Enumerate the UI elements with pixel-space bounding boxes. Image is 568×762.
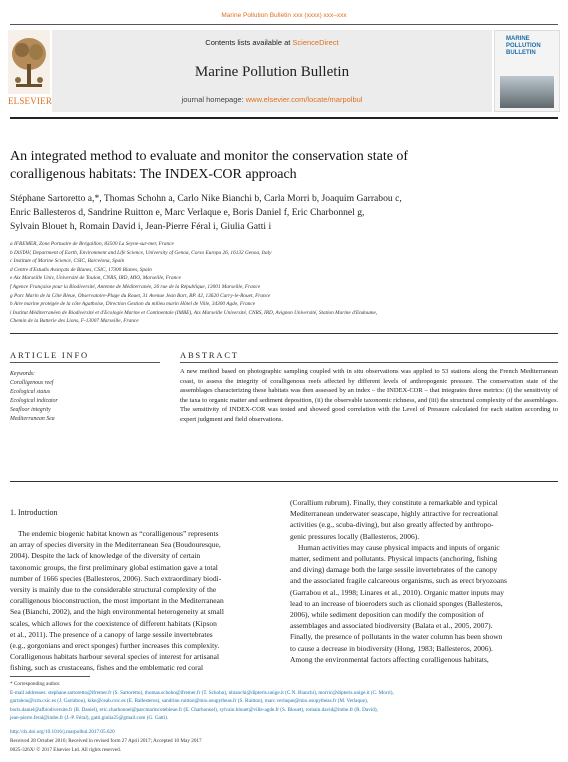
authors-line-2[interactable]: Enric Ballesteros d, Sandrine Ruitton e, Marc Verlaque e, Boris Daniel f, Eric Charbonnel g,	[10, 207, 365, 218]
body-line: number of 1666 species (Ballesteros, 2006). Such extraordinary biodi-	[10, 573, 222, 583]
affiliation-item: c Institute of Marine Science, CSIC, Barcelona, Spain	[10, 258, 125, 265]
body-line: scales, which allows for the coexistence of different habitats (Kipson	[10, 618, 217, 628]
abstract-heading: ABSTRACT	[180, 350, 239, 360]
publisher-wordmark: ELSEVIER	[7, 96, 53, 106]
received-dates: Received 28 October 2016; Received in revised form 27 April 2017; Accepted 10 May 2017	[10, 738, 202, 744]
body-line: (e.g., gorgonians and erect sponges) further increases this complexity.	[10, 641, 220, 651]
abstract-rule	[180, 362, 558, 363]
body-line: an array of species diversity in the Mediterranean Sea (Boudouresque,	[10, 540, 221, 550]
keyword-item: Ecological indicator	[10, 398, 58, 404]
body-line: coralligenous bioconstruction, the most important in the Mediterranean	[10, 596, 224, 606]
body-line: taxonomic groups, the first preliminary global estimation gave a total	[10, 562, 218, 572]
body-line: versity is mainly due to the considerable structural complexity of the	[10, 585, 217, 595]
body-line: The endemic biogenic habitat known as “coralligenous” represents	[18, 529, 219, 538]
banner-rule	[10, 117, 558, 119]
sciencedirect-link[interactable]: ScienceDirect	[292, 38, 339, 47]
article-info-rule	[10, 362, 160, 363]
affiliation-item: g Parc Marin de la Côte Bleue, Observatoire-Plage du Rouet, 31 Avenue Jean Bart, BP. 42, 13620 Carry-le-Rouet, France	[10, 292, 271, 299]
affiliations-rule	[10, 333, 558, 334]
body-line: Coralligenous habitats harbour several species of interest for artisanal	[10, 652, 220, 662]
body-line: to cause a decrease in biodiversity (Hong, 1983; Ballesteros, 2006).	[290, 643, 493, 653]
keywords-label: Keywords:	[10, 371, 35, 377]
abstract-bottom-rule	[10, 481, 558, 482]
body-line: Finally, the presence of pollutants in the water column has been shown	[290, 632, 503, 642]
body-line: Human activities may cause physical impacts and inputs of organic	[298, 542, 500, 552]
affiliation-item: i Institut Méditerranéen de Biodiversité et d'Ecologie Marine et Continentale (IMBE), Aix Marseille Université, CNRS, IRD, Avignon Université, Station Marine d'Endoume,	[10, 309, 378, 316]
body-line: genic pressures locally (Ballesteros, 2006).	[290, 531, 420, 541]
article-title	[10, 148, 558, 184]
intro-right-column	[290, 497, 558, 665]
doi-link	[10, 728, 558, 736]
affiliation-item: a IFREMER, Zone Portuaire de Brégaillon, 83500 La Seyne-sur-mer, France	[10, 241, 174, 247]
body-line: and diving) damage both the large sessile invertebrates of the canopy	[290, 565, 498, 575]
article-info-heading: ARTICLE INFO	[10, 350, 89, 360]
body-line: Among the environmental factors affecting coralligenous habitats,	[290, 654, 489, 664]
keyword-item: Mediterranean Sea	[10, 416, 55, 422]
email-line[interactable]: garrabou@icm.csic.es (J. Garrabou), kike@ceab.csic.es (E. Ballesteros), sandrine.ruitton@mio.osupytheas.fr (S. Ruitton), marc.verlaque@mio.osupytheas.fr (M. Verlaque),	[10, 698, 368, 705]
affiliation-item: f Agence Française pour la Biodiversité, Antenne de Méditerranée, 26 rue de la République, 13001 Marseille, France	[10, 283, 261, 290]
title-line-2: coralligenous habitats: The INDEX-COR approach	[10, 167, 297, 182]
header-rule	[10, 24, 558, 25]
journal-homepage	[52, 95, 492, 104]
journal-title: Marine Pollution Bulletin	[194, 64, 350, 80]
body-line: and the associated fragile calcareous organisms, such as erect bryozoans	[290, 576, 507, 586]
abstract-text: A new method based on photographic sampling coupled with in situ observations was applied to 53 stations along the French Mediterranean coast, to assess the integrity of coralligenous reefs affected by different levels of anthropogenic pressure. The conservation state of the assemblages characterizing these habitats was then assessed by an index – the INDEX-COR – that integrates three metrics: (i) the sensitivity of the taxa to organic matter and sediment deposition, (ii) the observable taxonomic richness, and (iii) the structural complexity of the assemblages. The sensitivity of INDEX-COR was tested and showed good correlation with the Level of Pressure calculated for each station according to expert judgment and field observations.	[180, 368, 558, 423]
introduction-heading: 1. Introduction	[10, 508, 58, 517]
body-line: activities (e.g., scuba-diving), but also greatly affected by anthropo-	[290, 520, 494, 530]
running-header: Marine Pollution Bulletin xxx (xxxx) xxx–xxx	[221, 12, 347, 19]
corresponding-author-note: * Corresponding author.	[10, 681, 61, 687]
contents-line	[52, 38, 492, 47]
title-line-1: An integrated method to evaluate and monitor the conservation state of	[10, 149, 409, 164]
keyword-item: Coralligenous reef	[10, 380, 54, 386]
body-line: Mediterranean underwater seascape, highly attractive for recreational	[290, 509, 499, 519]
body-line: et al., 2011). The presence of a canopy of large sessile invertebrates	[10, 629, 213, 639]
body-line: 2004). Despite the lack of knowledge of the diversity of certain	[10, 551, 201, 561]
email-line[interactable]: boris.daniel@afbiodiversite.fr (B. Daniel), eric.charbonnel@parcmarincotebleue.fr (E. Charbonnel), sylvain.blouet@ville-agde.fr (S. Blouet), romain.david@imbe.fr (R. David),	[10, 706, 378, 713]
affiliation-item: Chemin de la Batterie des Lions, F-13007 Marseille, France	[10, 318, 139, 325]
intro-left-column	[10, 528, 278, 674]
body-line: matter, sediment and pollutants. Physical impacts (anchoring, fishing	[290, 554, 498, 564]
doi-url[interactable]: http://dx.doi.org/10.1016/j.marpolbul.2017.05.020	[10, 729, 115, 735]
keyword-item: Ecological status	[10, 389, 51, 395]
email-line[interactable]: jean-pierre.feral@imbe.fr (J.-P. Féral), gatti.giulia25@gmail.com (G. Gatti).	[10, 715, 169, 722]
affiliation-item: b DiSTAV, Department of Earth, Environment and Life Science, University of Genoa, Corso Europa 26, 16132 Genoa, Italy	[10, 249, 272, 256]
email-line[interactable]: E-mail addresses: stephane.sartoretto@ifremer.fr (S. Sartoretto), thomas.schohn@ifremer.fr (T. Schohn), nbianchi@dipteris.unige.it (C.N. Bianchi), morric@dipteris.unige.it (C. Morri),	[10, 690, 394, 696]
body-line: (Garrabou et al., 1998; Linares et al., 2010). Organic matter inputs may	[290, 587, 504, 597]
homepage-prefix: journal homepage:	[181, 95, 246, 104]
cover-photo	[500, 76, 554, 108]
footnote-rule	[10, 676, 90, 677]
affiliation-item: d Centre d'Estudis Avançats de Blanes, CSIC, 17300 Blanes, Spain	[10, 266, 152, 273]
issn-copyright: 0025-326X/ © 2017 Elsevier Ltd. All rights reserved.	[10, 747, 121, 753]
email-addresses	[10, 689, 558, 723]
affiliation-list	[10, 240, 558, 326]
affiliation-item: e Aix Marseille Univ, Université de Toulon, CNRS, IRD, MIO, Marseille, France	[10, 275, 181, 282]
body-line: lead to an increase of bioeroders such as clionaid sponges (Ballesteros,	[290, 598, 503, 608]
body-line: fishing, such as crustaceans, fishes and the emblematic red coral	[10, 663, 204, 673]
authors-line-1[interactable]: Stéphane Sartoretto a,*, Thomas Schohn a, Carlo Nike Bianchi b, Carla Morri b, Joaquim Garrabou c,	[10, 193, 402, 204]
body-line: (Corallium rubrum). Finally, they constitute a remarkable and typical	[290, 498, 498, 507]
contents-prefix: Contents lists available at	[205, 38, 293, 47]
body-line: 2006), while sediment deposition can modify the composition of	[290, 610, 484, 620]
homepage-link[interactable]: www.elsevier.com/locate/marpolbul	[245, 95, 363, 104]
keyword-item: Seafloor integrity	[10, 407, 51, 413]
author-list	[10, 192, 558, 234]
affiliation-item: h Aire marine protégée de la côte Agathoise, Direction Gestion du milieu marin Hôtel de Ville, 34300 Agde, France	[10, 301, 256, 308]
authors-line-3[interactable]: Sylvain Blouet h, Romain David i, Jean-Pierre Féral i, Giulia Gatti i	[10, 221, 272, 232]
body-line: assemblages and associated biodiversity (Balata et al., 2005, 2007).	[290, 621, 493, 631]
cover-title: MARINE POLLUTION BULLETIN	[506, 36, 541, 56]
body-line: Sea (Bianchi, 2002), and the high environmental heterogeneity at small	[10, 607, 224, 617]
